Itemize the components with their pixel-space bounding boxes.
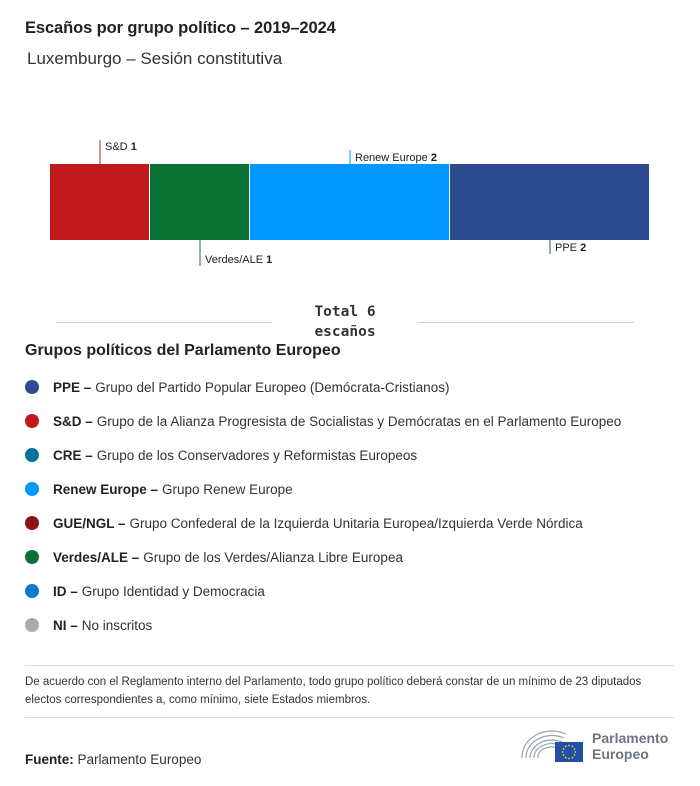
data-label: [205, 254, 272, 266]
note-text: De acuerdo con el Reglamento interno del Parlamento, todo grupo político deberá constar de un mínimo de 23 diputados electos correspondientes a, como mínimo, siete Estados miembros.: [25, 676, 642, 706]
legend-item: [25, 370, 621, 404]
total-seats-line2: escaños: [314, 324, 376, 340]
bar-segment-ppe: [450, 164, 649, 240]
legend-title: Grupos políticos del Parlamento Europeo: [25, 342, 341, 359]
legend-item: [25, 506, 621, 540]
total-divider-left: [56, 322, 272, 323]
legend-abbr: NI –: [53, 617, 78, 633]
legend-abbr: Renew Europe –: [53, 481, 159, 497]
legend-swatch-icon: [25, 516, 39, 530]
bar-segment-verdes-ale: [150, 164, 249, 240]
legend-swatch-icon: [25, 482, 39, 496]
legend-swatch-icon: [25, 584, 39, 598]
legend-swatch-icon: [25, 618, 39, 632]
legend-swatch-icon: [25, 414, 39, 428]
legend: [25, 370, 621, 642]
legend-name: Grupo de los Verdes/Alianza Libre Europea: [143, 549, 403, 565]
legend-name: Grupo del Partido Popular Europeo (Demócrata-Cristianos): [95, 379, 450, 395]
parliament-logo: [520, 728, 668, 764]
bar-segment-renew-europe: [250, 164, 449, 240]
legend-abbr: CRE –: [53, 447, 93, 463]
legend-item: [25, 404, 621, 438]
note-divider-bottom: [25, 717, 675, 718]
legend-abbr: Verdes/ALE –: [53, 549, 140, 565]
legend-name: Grupo Identidad y Democracia: [81, 583, 265, 599]
chart-subtitle: Luxemburgo – Sesión constitutiva: [27, 49, 283, 68]
data-label-name: PPE: [555, 242, 581, 254]
total-divider-right: [418, 322, 634, 323]
legend-item: [25, 608, 621, 642]
legend-name: Grupo Renew Europe: [162, 481, 293, 497]
legend-item: [25, 438, 621, 472]
legend-abbr: S&D –: [53, 413, 93, 429]
data-label: [355, 152, 437, 164]
data-label: [555, 242, 586, 254]
legend-item: [25, 540, 621, 574]
data-label-value: 2: [430, 152, 437, 164]
data-label-value: 1: [130, 141, 137, 153]
legend-swatch-icon: [25, 550, 39, 564]
data-label-value: 1: [266, 254, 273, 266]
legend-abbr: GUE/NGL –: [53, 515, 126, 531]
source-value: Parlamento Europeo: [77, 752, 202, 767]
legend-name: Grupo de los Conservadores y Reformistas Europeos: [96, 447, 418, 463]
legend-abbr: PPE –: [53, 379, 92, 395]
hemicycle-eu-flag-icon: [520, 728, 584, 764]
bar-segment-s-d: [50, 164, 149, 240]
legend-swatch-icon: [25, 380, 39, 394]
legend-name: No inscritos: [81, 617, 153, 633]
data-label-value: 2: [580, 242, 587, 254]
data-label-name: S&D: [105, 141, 131, 153]
data-label-name: Renew Europe: [355, 152, 431, 164]
note-divider-top: [25, 665, 675, 666]
logo-text-line1: Parlamento: [592, 730, 669, 746]
source: [25, 752, 201, 767]
legend-name: Grupo Confederal de la Izquierda Unitaria Europea/Izquierda Verde Nórdica: [129, 515, 583, 531]
data-label-name: Verdes/ALE: [205, 254, 267, 266]
total-seats: [272, 302, 418, 342]
source-label: Fuente:: [25, 752, 74, 767]
data-label: [105, 141, 137, 153]
legend-item: [25, 472, 621, 506]
total-seats-line1: Total 6: [314, 304, 376, 320]
legend-swatch-icon: [25, 448, 39, 462]
legend-item: [25, 574, 621, 608]
logo-text: [592, 730, 668, 762]
chart-title: Escaños por grupo político – 2019–2024: [25, 19, 336, 37]
logo-text-line2: Europeo: [592, 746, 649, 762]
legend-abbr: ID –: [53, 583, 78, 599]
legend-name: Grupo de la Alianza Progresista de Socialistas y Demócratas en el Parlamento Europeo: [96, 413, 622, 429]
seat-bar-chart: [0, 130, 700, 280]
